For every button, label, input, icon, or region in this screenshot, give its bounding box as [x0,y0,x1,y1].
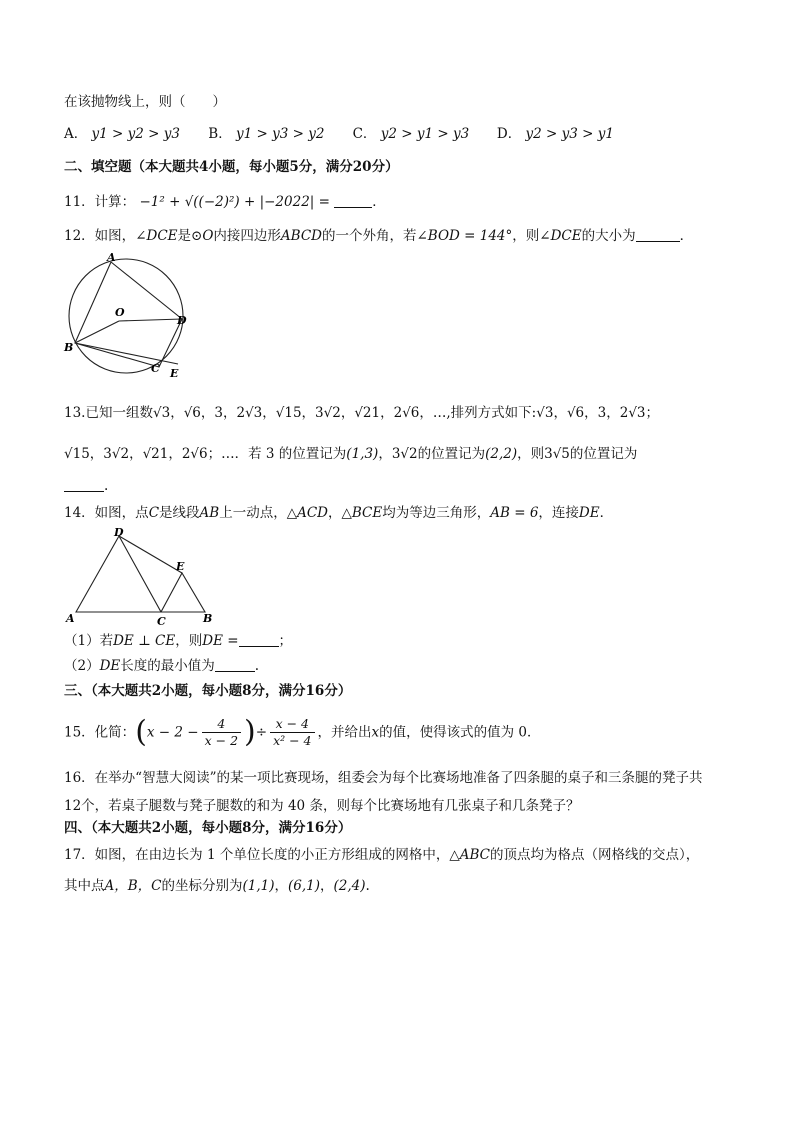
q10-options [64,124,754,144]
triangle-acd [76,536,161,612]
q13-sequence: √3，√6，3，2√3，√15，3√2，√21，2√6，… [152,405,447,421]
question-16-line-2: 12个，若桌子腿数与凳子腿数的和为 40 条，则每个比赛场地有几张桌子和几条凳子？ [64,798,580,814]
question-13-line-3: . [64,476,754,496]
option-a: A． y1 > y2 > y3 [64,126,180,142]
option-d: D． y2 > y3 > y1 [496,126,614,142]
question-14-part-2: （2）DE长度的最小值为 . [64,658,260,674]
label-b: B [64,341,74,354]
quadrilateral-abcd [75,262,182,367]
label-c: C [157,615,166,628]
label-b: B [203,612,213,625]
question-13-line-2: √15，3√2，√21，2√6；…．若 3 的位置记为(1,3)，3√2的位置记为(2,2)，则3√5的位置记为 [64,446,638,462]
answer-blank-13 [64,477,104,492]
answer-blank-12 [636,227,680,242]
question-14-part-1: （1）若DE ⊥ CE，则DE = ； [64,633,293,649]
label-a: A [66,612,75,625]
label-c: C [151,362,160,375]
section-2-heading: 二、填空题（本大题共4小题，每小题5分，满分20分） [64,159,399,175]
question-16-line-1: 16．在举办“智慧大阅读”的某一项比赛现场，组委会为每个比赛场地准备了四条腿的桌子和三条腿的凳子共 [64,770,703,786]
question-12: 12．如图，∠DCE是⊙O内接四边形ABCD的一个外角，若∠BOD = 144°，则∠DCE的大小为 ． [64,228,694,244]
q13-row-1: √3，√6，3，2√3； [536,405,660,421]
label-o: O [115,306,125,319]
figure-12-circle [60,252,190,384]
label-d: D [114,526,124,539]
option-c: C． y2 > y1 > y3 [352,126,470,142]
answer-blank-11 [334,193,372,208]
section-3-heading: 三、（本大题共2小题，每小题8分，满分16分） [64,683,352,699]
segment-od [119,319,182,321]
question-17-line-1: 17．如图，在由边长为 1 个单位长度的小正方形组成的网格中，△ABC的顶点均为格点（网格线的交点）， [64,847,700,863]
answer-blank-14-2 [215,657,255,672]
question-17-line-2: 其中点A，B，C的坐标分别为(1,1)，(6,1)，(2,4). [64,878,370,894]
answer-blank-14-1 [239,632,279,647]
label-a: A [107,252,116,264]
label-e: E [170,367,179,380]
q13-row-2: √15，3√2，√21，2√6；… [64,446,235,462]
question-15: 15．化简：(x − 2 − $\frac{4}{x - 2}$ )÷ $\frac{x - 4}{\text{x² − 4}}$ ，并给出x的值，使得该式的值为 0． [64,714,541,750]
figure-14-triangles [62,526,222,630]
segment-de [119,536,182,573]
label-e: E [176,560,185,573]
section-4-heading: 四、（本大题共2小题，每小题8分，满分16分） [64,820,352,836]
fraction-2: $\frac{x - 4}{\text{x² − 4}}$ [270,716,314,749]
option-b: B． y1 > y3 > y2 [208,126,325,142]
q10-tail: 在该抛物线上，则（ ） [64,94,226,110]
question-14: 14．如图，点C是线段AB上一动点，△ACD，△BCE均为等边三角形，AB = 6，连接DE． [64,505,614,521]
circle-o [69,259,183,373]
label-d: D [177,314,187,327]
question-11: 11．计算： −1² + √((−2)²) + |−2022| = ． [64,194,386,210]
fraction-1: $\frac{4}{x - 2}$ [202,716,241,749]
q11-expression: −1² + √((−2)²) + |−2022| = [139,194,330,210]
triangle-bce [161,573,205,612]
segment-ob [75,321,119,343]
question-13-line-1: 13.已知一组数√3，√6，3，2√3，√15，3√2，√21，2√6，…,排列方式如下:√3，√6，3，2√3； [64,405,660,421]
